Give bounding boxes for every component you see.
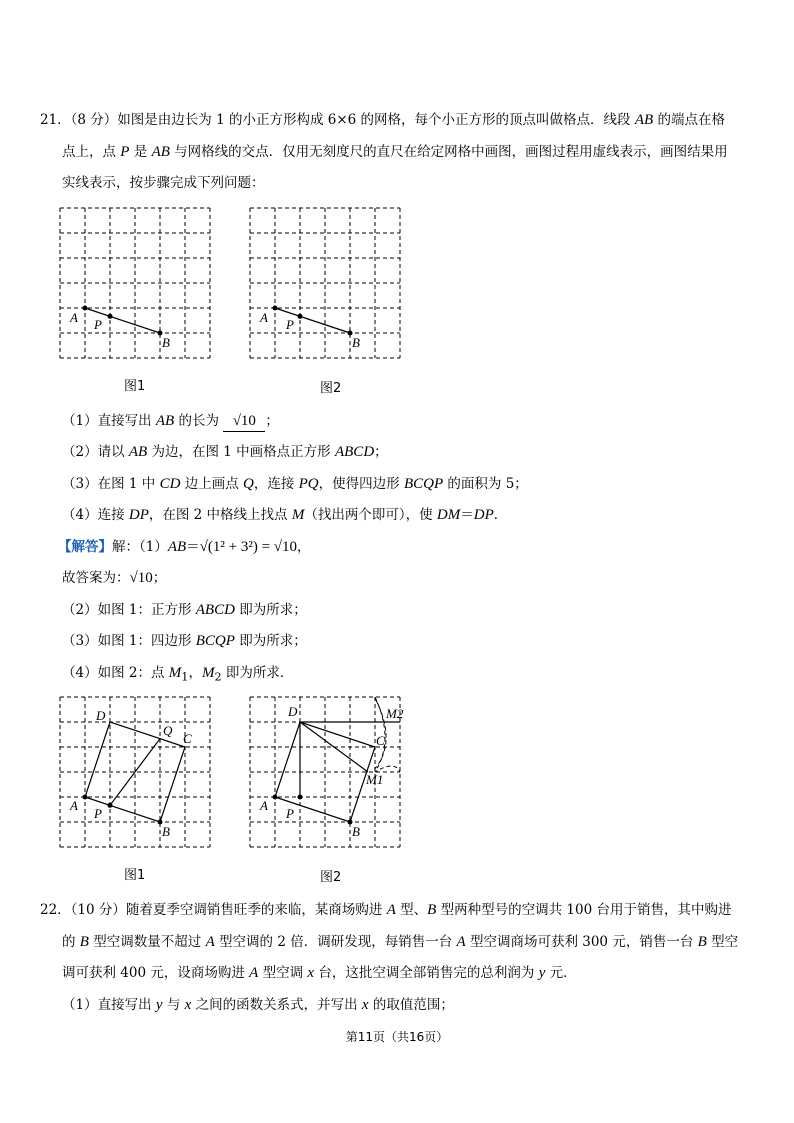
label-d-s2: D [288, 704, 298, 719]
label-m1-s2: M1 [366, 772, 384, 787]
point-a [83, 306, 88, 311]
label-b: B [162, 335, 170, 350]
q21-solution-line: 【解答】解：（1）AB＝√(1² + 3²) = √10， [58, 539, 311, 555]
fig1-solution-caption: 图1 [124, 868, 146, 883]
fig1-top [60, 208, 210, 358]
q21-part-4: （4）连接 DP，在图 2 中格线上找点 M（找出两个即可），使 DM＝DP． [62, 507, 508, 523]
label-d-s1: D [96, 708, 106, 723]
q21-part-2: （2）请以 AB 为边，在图 1 中画格点正方形 ABCD； [62, 444, 388, 460]
fig1-solution [60, 697, 210, 847]
label-p-s2: P [286, 806, 294, 821]
label-p-2: P [286, 317, 294, 332]
q22-part-1: （1）直接写出 y 与 x 之间的函数关系式，并写出 x 的取值范围； [62, 997, 454, 1013]
label-b-s2: B [352, 824, 360, 839]
page-footer: 第11页（共16页） [345, 1030, 449, 1044]
label-m2-s2: M2 [386, 706, 404, 721]
point-a-2 [273, 306, 278, 311]
fig2-solution-caption: 图2 [320, 870, 342, 885]
label-p: P [94, 317, 102, 332]
solution-tag: 【解答】 [58, 539, 112, 555]
label-c-s1: C [183, 731, 192, 746]
q21-part-3: （3）在图 1 中 CD 边上画点 Q，连接 PQ，使得四边形 BCQP 的面积为 5； [62, 476, 528, 492]
label-a-2: A [260, 310, 268, 325]
label-a: A [70, 310, 78, 325]
point-p-s1 [108, 803, 113, 808]
label-q-s1: Q [163, 723, 173, 738]
point-a-s2 [273, 795, 278, 800]
q22-line-3: 调可获利 400 元，设商场购进 A 型空调 x 台，这批空调全部销售完的总利润为 y 元． [62, 965, 577, 981]
answer-blank: √10 [223, 411, 265, 432]
label-c-s2: C [376, 733, 385, 748]
fig2-solution [250, 697, 404, 847]
fig2-caption: 图2 [320, 381, 342, 396]
q21-solution-2: （2）如图 1：正方形 ABCD 即为所求； [62, 602, 307, 618]
q21-answer-line: 故答案为：√10； [62, 570, 167, 586]
fig2-top [250, 208, 400, 358]
point-a-s1 [83, 795, 88, 800]
q21-line-3: 实线表示，按步骤完成下列问题： [62, 175, 265, 191]
fig1-caption: 图1 [124, 379, 146, 394]
solution-expression: √(1² + 3²) = √10 [199, 539, 298, 555]
label-b-s1: B [162, 824, 170, 839]
q21-solution-4: （4）如图 2：点 $M_1$，$M_2$ 即为所求． [62, 665, 294, 684]
q21-line-1: 21．（8 分）如图是由边长为 1 的小正方形构成 6×6 的网格，每个小正方形的顶点叫做格点．线段 AB 的端点在格 [40, 112, 725, 128]
label-a-s2: A [260, 798, 268, 813]
point-p-s2 [298, 795, 303, 800]
label-p-s1: P [94, 806, 102, 821]
label-a-s1: A [70, 798, 78, 813]
q21-line-2: 点上，点 P 是 AB 与网格线的交点．仅用无刻度尺的直尺在给定网格中画图，画图过程用虚线表示，画图结果用 [62, 144, 728, 160]
q22-line-2: 的 B 型空调数量不超过 A 型空调的 2 倍．调研发现，每销售一台 A 型空调商场可获利 300 元，销售一台 B 型空 [62, 934, 739, 950]
q21-part-1: （1）直接写出 AB 的长为 √10 ； [62, 411, 279, 432]
point-p [108, 314, 113, 319]
label-b-2: B [352, 335, 360, 350]
q22-line-1: 22．（10 分）随着夏季空调销售旺季的来临，某商场购进 A 型、B 型两种型号的空调共 100 台用于销售，其中购进 [40, 902, 732, 918]
q21-solution-3: （3）如图 1：四边形 BCQP 即为所求； [62, 633, 307, 649]
point-p-2 [298, 314, 303, 319]
